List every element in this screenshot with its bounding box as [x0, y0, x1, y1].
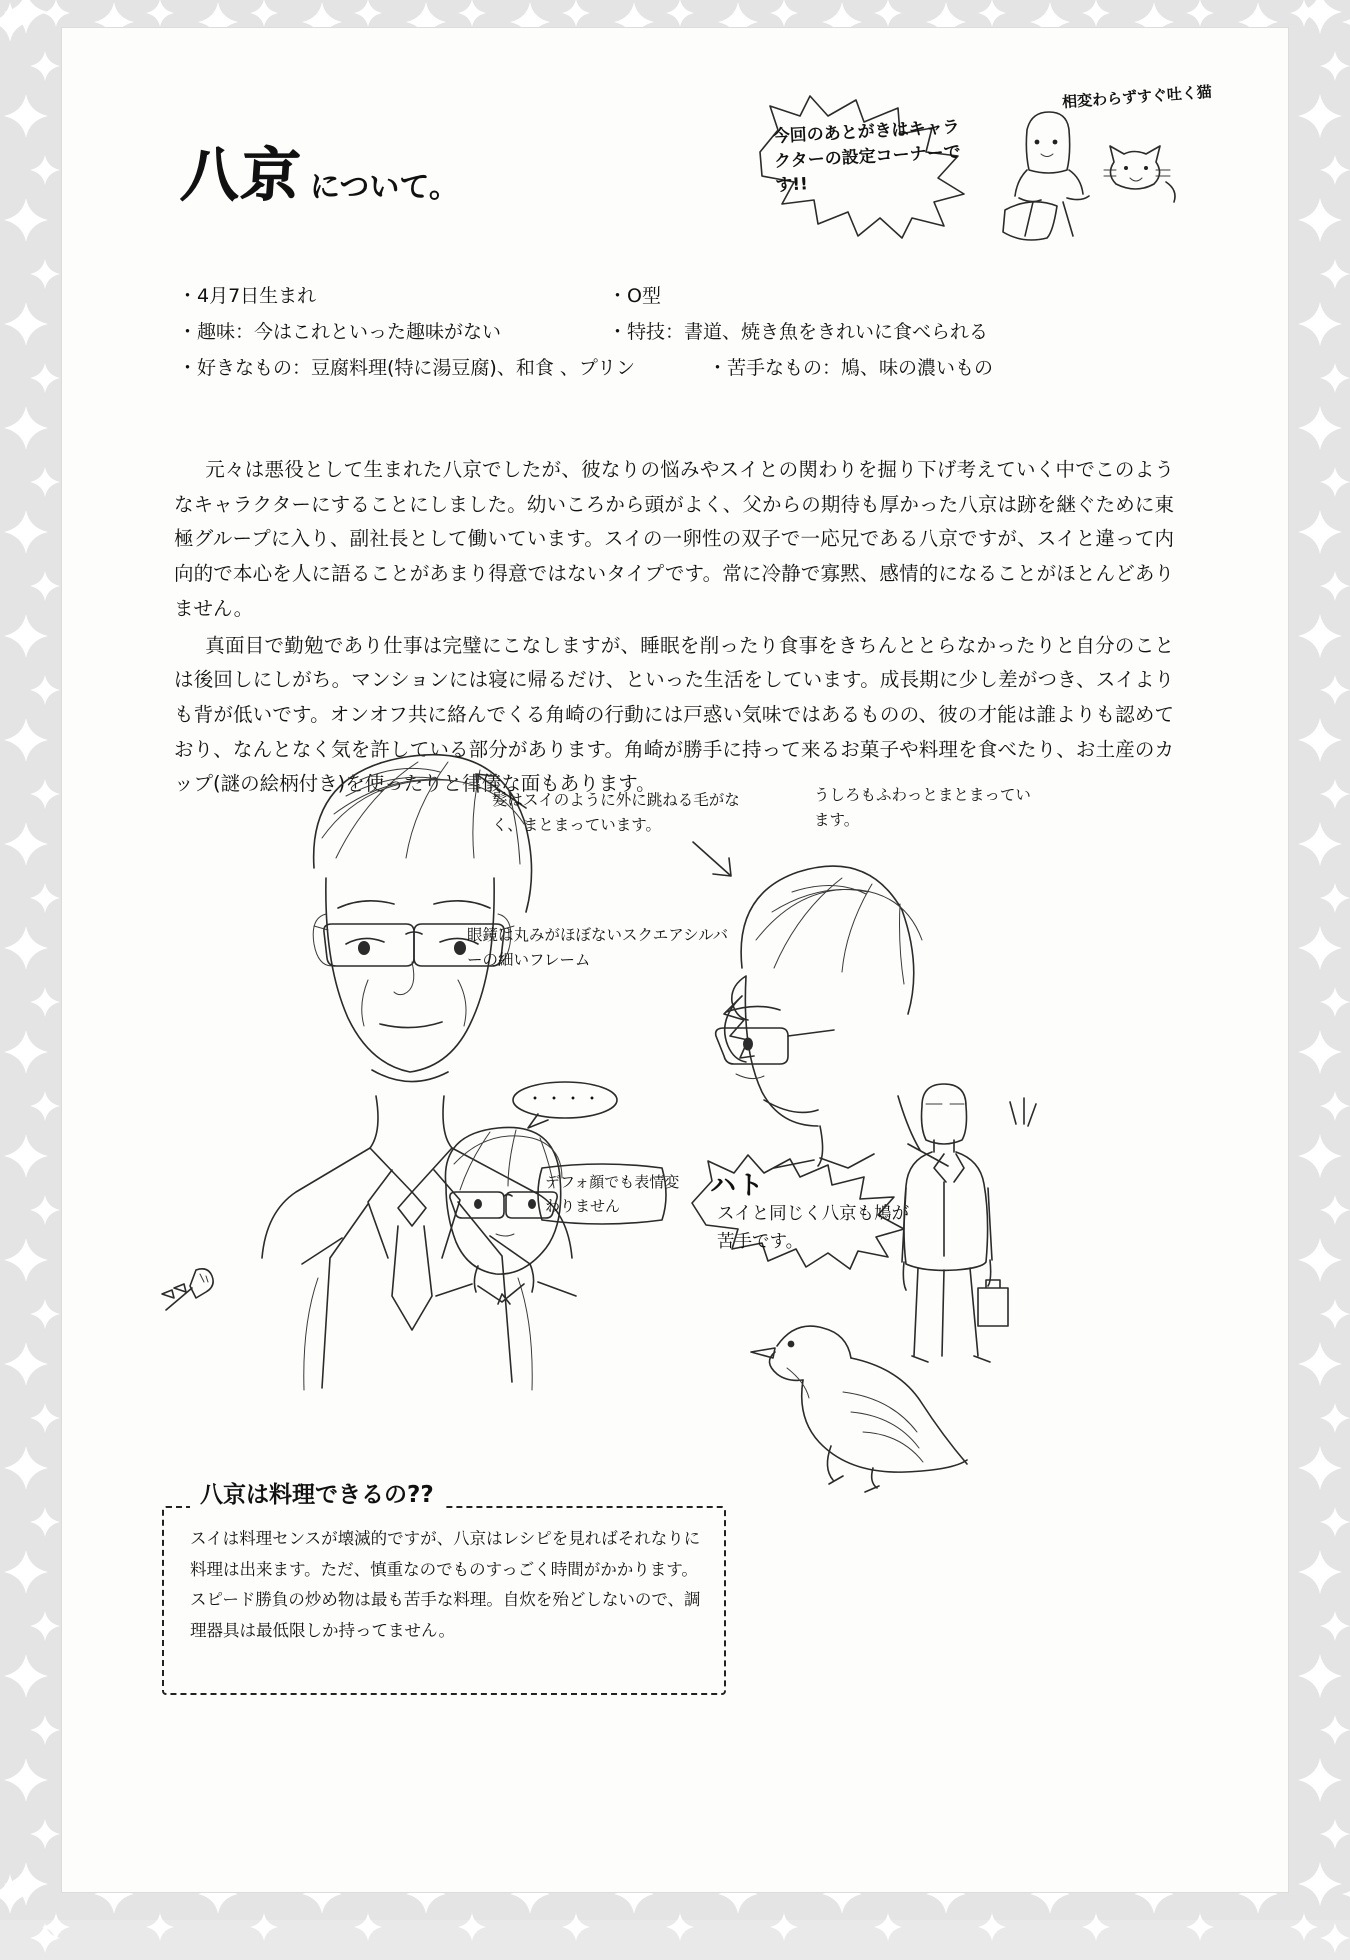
page-title: [179, 128, 459, 212]
sparkle-icon: [1298, 1134, 1342, 1178]
sparkle-icon: [42, 1902, 70, 1930]
body-paragraph-2: 真面目で勤勉であり仕事は完璧にこなしますが、睡眠を削ったり食事をきちんととらなかったりと自分のことは後回しにしがち。マンションには寝に帰るだけ、といった生活をしています。成長期に少し差がつき、スイよりも背が低いです。オンオフ共に絡んでくる角崎の行動には戸惑い気味ではあるものの、彼の才能は誰よりも認めており、なんとなく気を許している部分があります。角崎が勝手に持って来るお菓子や料理を食べたり、お土産のカップ(謎の絵柄付き)を使ったりと律儀な面もあります。: [174, 633, 1174, 796]
sparkle-icon: [30, 874, 60, 904]
cat-note-text: 相変わらずすぐ吐く猫: [1061, 82, 1213, 112]
sparkle-icon: [4, 1238, 48, 1282]
intro-speech-bubble: [752, 90, 1002, 240]
sparkle-icon: [4, 1758, 48, 1802]
spatula-icon: [158, 1264, 218, 1314]
sparkle-icon: [0, 1874, 30, 1914]
sparkle-icon: [354, 1902, 382, 1930]
annotation-hato-sfx: ハト: [710, 1171, 766, 1201]
sparkle-icon: [1320, 354, 1350, 384]
sparkle-icon: [978, 0, 1006, 16]
page-title-sub: について。: [310, 170, 459, 205]
sparkle-icon: [146, 0, 174, 16]
profile-likes: ・好きなもの：豆腐料理(特に湯豆腐)、和食 、プリン: [178, 357, 636, 380]
emphasis-marks: [1002, 1096, 1042, 1146]
sparkle-icon: [874, 0, 902, 16]
sparkle-icon: [562, 0, 590, 16]
sparkle-icon: [30, 666, 60, 696]
sparkle-icon: [4, 302, 48, 346]
body-paragraph-1: 元々は悪役として生まれた八京でしたが、彼なりの悩みやスイとの関わりを掘り下げ考えていく中でこのようなキャラクターにすることにしました。幼いころから頭がよく、父からの期待も厚かった八京は跡を継ぐために東極グループに入り、副社長として働いています。スイの一卵性の双子で一応兄である八京ですが、スイと違って内向的で本心を人に語ることがあまり得意ではないタイプです。常に冷静で寡黙、感情的になることがほとんどありません。: [174, 458, 1174, 620]
annotation-back-hair: うしろもふわっとまとまっています。: [814, 786, 1031, 829]
sparkle-icon: [30, 770, 60, 800]
sparkle-icon: [354, 0, 382, 16]
sparkle-icon: [4, 1550, 48, 1594]
sparkle-icon: [30, 1394, 60, 1424]
sparkle-icon: [1298, 1030, 1342, 1074]
sparkle-icon: [1298, 302, 1342, 346]
sparkle-icon: [458, 0, 486, 16]
sparkle-icon: [30, 1602, 60, 1632]
sparkle-icon: [4, 1134, 48, 1178]
sparkle-icon: [1298, 1654, 1342, 1698]
sparkle-icon: [1320, 978, 1350, 1008]
sparkle-icon: [4, 1342, 48, 1386]
sparkle-icon: [4, 1654, 48, 1698]
intro-bubble-text: 今回のあとがきはキャラクターの設定コーナーです!!: [772, 117, 962, 197]
sparkle-icon: [1320, 1810, 1350, 1840]
annotation-dots: ・・・・: [527, 1089, 604, 1108]
sparkle-icon: [1320, 666, 1350, 696]
sparkle-icon: [30, 562, 60, 592]
pigeon-sketch: [747, 1308, 977, 1488]
sparkle-icon: [30, 146, 60, 176]
sparkle-icon: [1298, 406, 1342, 450]
sparkle-icon: [30, 458, 60, 488]
sparkle-icon: [874, 1902, 902, 1930]
sparkle-icon: [1082, 1902, 1110, 1930]
sparkle-icon: [30, 1082, 60, 1112]
sparkle-icon: [4, 94, 48, 138]
sparkle-icon: [1320, 1290, 1350, 1320]
profile-list: [178, 278, 1178, 386]
sparkle-icon: [30, 978, 60, 1008]
sparkle-icon: [666, 0, 694, 16]
sparkle-icon: [1320, 874, 1350, 904]
sparkle-icon: [1298, 718, 1342, 762]
sparkle-icon: [1320, 1914, 1350, 1944]
sparkle-icon: [30, 1706, 60, 1736]
sparkle-icon: [30, 354, 60, 384]
sparkle-icon: [1082, 0, 1110, 16]
sparkle-icon: [30, 250, 60, 280]
sparkle-icon: [1320, 250, 1350, 280]
sparkle-icon: [146, 1902, 174, 1930]
sparkle-icon: [1320, 1706, 1350, 1736]
sparkle-icon: [1298, 1758, 1342, 1802]
sparkle-icon: [1298, 1238, 1342, 1282]
annotation-hair: 髪はスイのように外に跳ねる毛がなく、まとまっています。: [492, 791, 740, 834]
sparkle-icon: [4, 198, 48, 242]
sparkle-icon: [1320, 562, 1350, 592]
sparkle-icon: [4, 1446, 48, 1490]
sparkle-icon: [1342, 2, 1350, 42]
sparkle-icon: [1298, 1342, 1342, 1386]
sparkle-icon: [1320, 1602, 1350, 1632]
profile-row-birth: [178, 278, 1178, 314]
sparkle-icon: [30, 1290, 60, 1320]
sparkle-icon: [1298, 198, 1342, 242]
sparkle-icon: [250, 0, 278, 16]
sparkle-icon: [30, 1186, 60, 1216]
annotation-defo: デフォ顔でも表情変わりません: [545, 1173, 680, 1215]
sparkle-icon: [770, 1902, 798, 1930]
sparkle-icon: [4, 718, 48, 762]
manga-page-sheet: [62, 28, 1288, 1892]
sparkle-icon: [0, 2, 30, 42]
sparkle-icon: [1320, 458, 1350, 488]
sparkle-icon: [1298, 1862, 1342, 1906]
sparkle-icon: [1320, 1498, 1350, 1528]
illustration-area: [62, 786, 1288, 1878]
sparkle-icon: [1186, 1902, 1214, 1930]
sparkle-icon: [1320, 1082, 1350, 1112]
sparkle-icon: [1298, 1446, 1342, 1490]
recipe-title: 八京は料理できるの??: [190, 1476, 444, 1509]
sparkle-icon: [1290, 1902, 1318, 1930]
sparkle-icon: [4, 926, 48, 970]
annotation-hato: スイと同じく八京も鳩が苦手です。: [717, 1204, 910, 1252]
sparkle-icon: [978, 1902, 1006, 1930]
sparkle-icon: [1298, 926, 1342, 970]
profile-row-hobby: [178, 314, 1178, 350]
profile-birth: ・4月7日生まれ: [178, 285, 317, 307]
sparkle-icon: [1320, 146, 1350, 176]
cat-doodle: [1100, 136, 1180, 206]
sparkle-icon: [1298, 94, 1342, 138]
profile-blood: ・O型: [608, 285, 661, 307]
recipe-text: スイは料理センスが壊滅的ですが、八京はレシピを見ればそれなりに料理は出来ます。ただ、慎重なのでものすっごく時間がかかります。スピード勝負の炒め物は最も苦手な料理。自炊を殆どしないので、調理器具は最低限しか持ってません。: [190, 1529, 701, 1640]
sparkle-icon: [666, 1902, 694, 1930]
profile-dislikes: ・苦手なもの：鳩、味の濃いもの: [708, 357, 994, 380]
sparkle-icon: [30, 1498, 60, 1528]
annotation-glasses: 眼鏡は丸みがほぼないスクエアシルバーの細いフレーム: [467, 926, 729, 969]
sparkle-icon: [4, 406, 48, 450]
profile-skill: ・特技：書道、焼き魚をきれいに食べられる: [608, 321, 989, 344]
sparkle-icon: [1290, 0, 1318, 16]
sparkle-icon: [770, 0, 798, 16]
sparkle-icon: [42, 0, 70, 16]
sparkle-icon: [1320, 42, 1350, 72]
chibi-doodle: [997, 106, 1117, 246]
page-title-main: 八京: [179, 141, 305, 209]
sparkle-icon: [4, 822, 48, 866]
sparkle-icon: [250, 1902, 278, 1930]
sparkle-icon: [30, 42, 60, 72]
sparkle-icon: [1298, 614, 1342, 658]
sparkle-icon: [1320, 770, 1350, 800]
sparkle-icon: [4, 614, 48, 658]
sparkle-icon: [1298, 510, 1342, 554]
sparkle-icon: [30, 1810, 60, 1840]
sparkle-icon: [1298, 1550, 1342, 1594]
sparkle-icon: [458, 1902, 486, 1930]
page-content: [62, 28, 1288, 1892]
sparkle-icon: [1342, 1874, 1350, 1914]
profile-row-taste: [178, 350, 1178, 386]
sparkle-icon: [4, 1030, 48, 1074]
sparkle-icon: [1298, 822, 1342, 866]
sparkle-icon: [1320, 1394, 1350, 1424]
sparkle-icon: [562, 1902, 590, 1930]
sparkle-icon: [1320, 1186, 1350, 1216]
sparkle-icon: [4, 510, 48, 554]
profile-hobby: ・趣味：今はこれといった趣味がない: [178, 321, 502, 344]
sparkle-icon: [1186, 0, 1214, 16]
